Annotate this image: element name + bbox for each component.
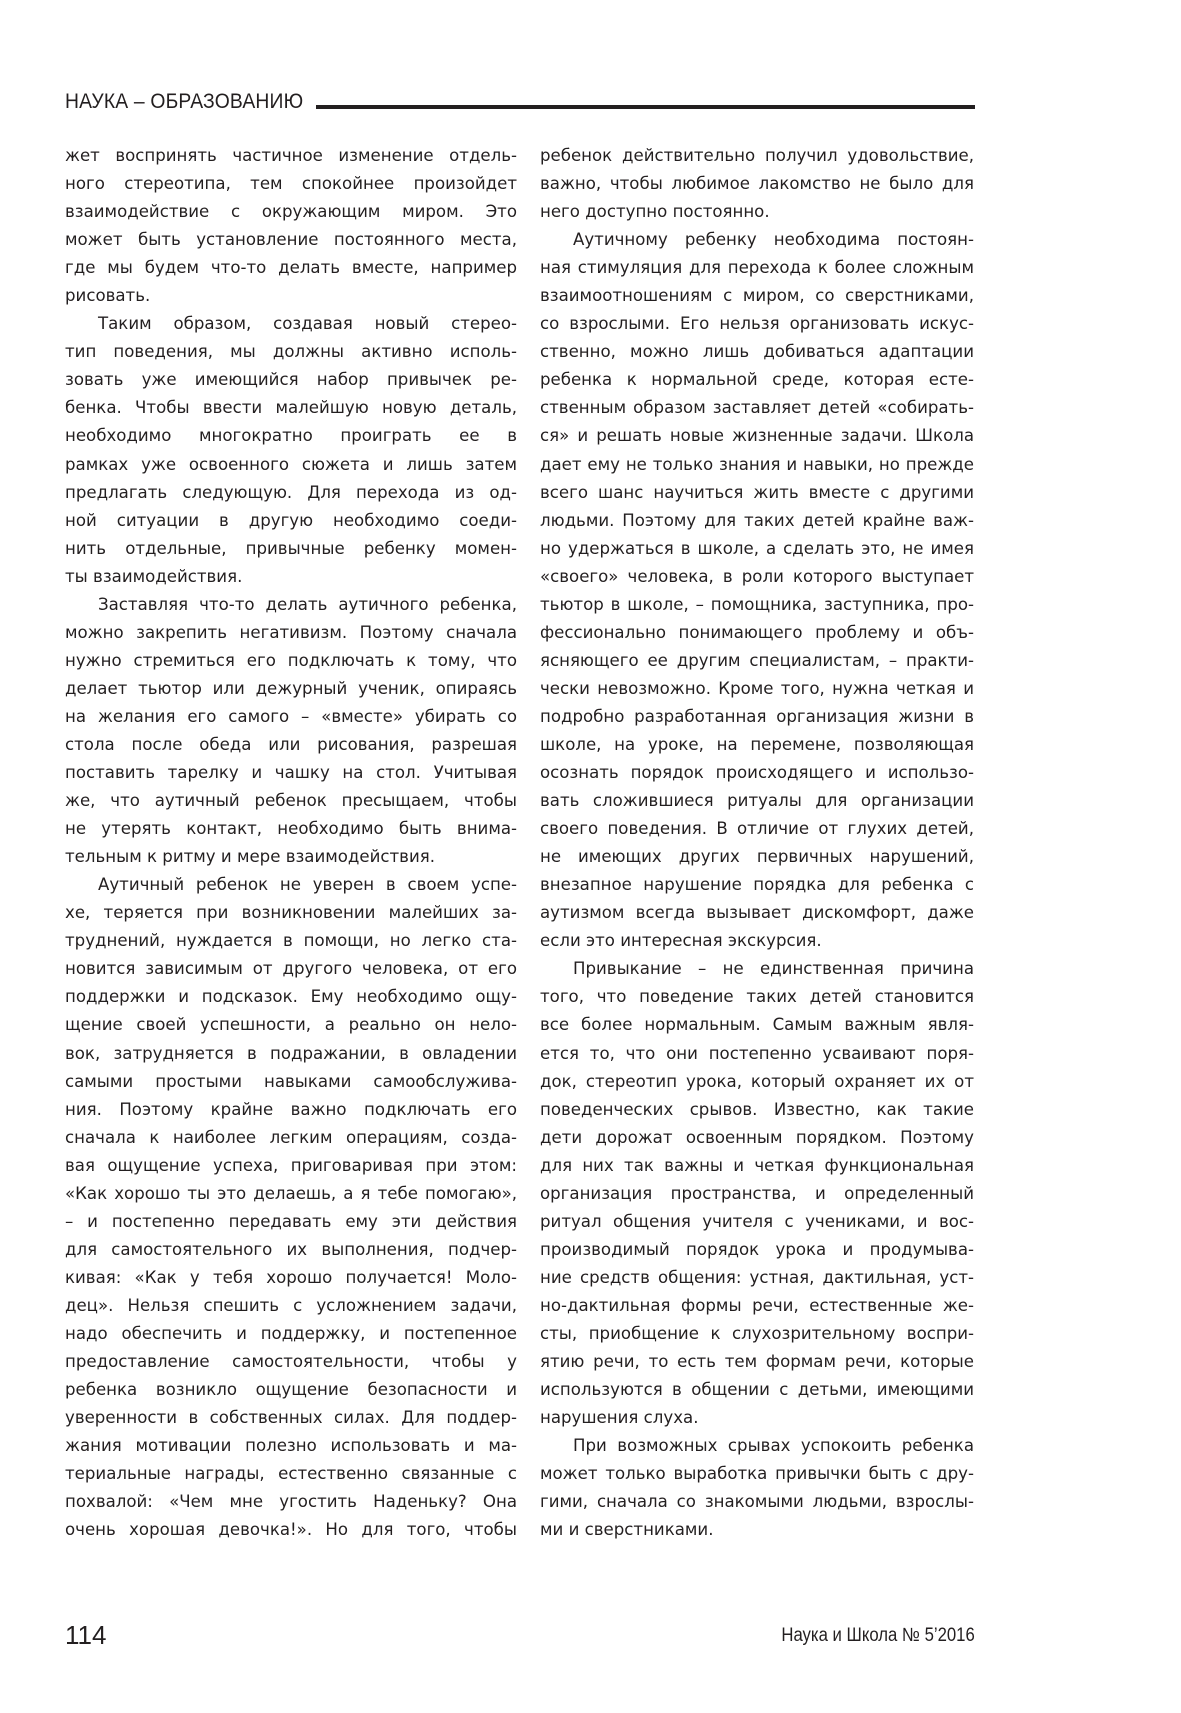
text-line: поставить тарелку и чашку на стол. Учитывая <box>65 763 517 783</box>
text-line: если это интересная экскурсия. <box>540 931 822 951</box>
text-line: тип поведения, мы должны активно исполь- <box>65 342 517 362</box>
text-line: рисовать. <box>65 286 151 306</box>
text-line: ритуал общения учителя с учениками, и вос- <box>540 1211 974 1231</box>
text-line: нарушения слуха. <box>540 1408 699 1428</box>
left-column <box>65 142 517 1544</box>
text-line: подробно разработанная организация жизни в <box>540 706 974 726</box>
text-line: него доступно постоянно. <box>540 202 770 222</box>
text-line: поведенческих срывов. Известно, как такие <box>540 1099 974 1119</box>
text-line: для самостоятельного их выполнения, подчер- <box>65 1239 517 1259</box>
text-line: ся» и решать новые жизненные задачи. Школа <box>540 426 974 446</box>
text-line: можно закрепить негативизм. Поэтому сначала <box>65 622 517 642</box>
text-line: все более нормальным. Самым важным явля- <box>540 1015 974 1035</box>
text-line: нить отдельные, привычные ребенку момен- <box>65 538 517 558</box>
text-line: ного стереотипа, тем спокойнее произойдет <box>65 174 517 194</box>
text-line: труднений, нуждается в помощи, но легко ста- <box>65 931 517 951</box>
text-line: ственным образом заставляет детей «собирать- <box>540 398 974 418</box>
text-line: похвалой: «Чем мне угостить Наденьку? Она <box>65 1492 517 1512</box>
text-line: со взрослыми. Его нельзя организовать искус- <box>540 314 974 334</box>
text-line: необходимо многократно проиграть ее в <box>65 426 517 446</box>
text-line: аутизмом всегда вызывает дискомфорт, даже <box>540 903 974 923</box>
text-line: жания мотивации полезно использовать и ма- <box>65 1436 517 1456</box>
text-line: сначала к наиболее легким операциям, созда- <box>65 1127 517 1147</box>
text-line: используются в общении с детьми, имеющими <box>540 1380 974 1400</box>
text-line: тельным к ритму и мере взаимодействия. <box>65 847 436 867</box>
paragraph-first-line: Привыкание – не единственная причина <box>573 959 974 979</box>
text-line: дает ему не только знания и навыки, но прежде <box>540 454 974 474</box>
text-line: может быть установление постоянного места, <box>65 230 517 250</box>
text-line: организация пространства, и определенный <box>540 1183 974 1203</box>
text-line: важно, чтобы любимое лакомство не было для <box>540 174 974 194</box>
text-line: «своего» человека, в роли которого выступает <box>540 566 974 586</box>
text-line: внезапное нарушение порядка для ребенка с <box>540 875 974 895</box>
text-line: не имеющих других первичных нарушений, <box>540 847 974 867</box>
text-line: своего поведения. В отличие от глухих детей, <box>540 819 974 839</box>
paragraph-first-line: Заставляя что-то делать аутичного ребенка, <box>98 594 517 614</box>
text-line: ты взаимодействия. <box>65 566 243 586</box>
text-line: ния. Поэтому крайне важно подключать его <box>65 1099 517 1119</box>
text-line: вая ощущение успеха, приговаривая при этом: <box>65 1155 517 1175</box>
right-column <box>540 142 974 1544</box>
text-line: ребенок действительно получил удовольствие, <box>540 146 974 165</box>
text-line: предлагать следующую. Для перехода из од- <box>65 482 517 502</box>
text-line: ная стимуляция для перехода к более сложным <box>540 258 974 278</box>
text-line: бенка. Чтобы ввести малейшую новую деталь, <box>65 398 517 418</box>
text-line: людьми. Поэтому для таких детей крайне важ- <box>540 510 974 530</box>
text-line: школе, на уроке, на перемене, позволяющая <box>540 734 974 754</box>
header-rule <box>316 105 975 109</box>
paragraph-first-line: Таким образом, создавая новый стерео- <box>98 314 517 334</box>
text-line: ясняющего ее другим специалистам, – практи- <box>540 650 974 670</box>
text-line: фессионально понимающего проблему и объ- <box>540 622 974 642</box>
text-line: жет воспринять частичное изменение отдель- <box>65 146 517 165</box>
text-line: ятию речи, то есть тем формам речи, которые <box>540 1352 974 1372</box>
text-line: но-дактильная формы речи, естественные же- <box>540 1295 974 1315</box>
text-line: док, стереотип урока, который охраняет их от <box>540 1071 974 1091</box>
text-line: где мы будем что-то делать вместе, например <box>65 258 517 278</box>
text-line: щение своей успешности, а реально он нело- <box>65 1015 517 1035</box>
text-line: ется то, что они постепенно усваивают поря- <box>540 1043 974 1063</box>
paragraph-first-line: Аутичному ребенку необходима постоян- <box>573 230 974 250</box>
page-number: 114 <box>65 1620 107 1650</box>
text-line: рамках уже освоенного сюжета и лишь затем <box>65 454 517 474</box>
text-line: тьютор в школе, – помощника, заступника, про- <box>540 594 974 614</box>
text-line: вок, затрудняется в подражании, в овладении <box>65 1043 517 1063</box>
text-line: очень хорошая девочка!». Но для того, чтобы <box>65 1520 517 1540</box>
text-line: зовать уже имеющийся набор привычек ре- <box>65 370 517 390</box>
text-line: хе, теряется при возникновении малейших за- <box>65 903 517 923</box>
text-line: делает тьютор или дежурный ученик, опираясь <box>65 678 517 698</box>
text-line: производимый порядок урока и продумыва- <box>540 1239 974 1259</box>
text-line: дети дорожат освоенным порядком. Поэтому <box>540 1127 974 1147</box>
text-line: осознать порядок происходящего и использо- <box>540 763 974 783</box>
text-line: но удержаться в школе, а сделать это, не имея <box>540 538 974 558</box>
text-line: новится зависимым от другого человека, от его <box>65 959 517 979</box>
text-line: для них так важны и четкая функциональная <box>540 1155 974 1175</box>
text-line: может только выработка привычки быть с дру- <box>540 1464 974 1484</box>
paragraph-first-line: Аутичный ребенок не уверен в своем успе- <box>98 875 517 895</box>
text-line: всего шанс научиться жить вместе с другими <box>540 482 974 502</box>
text-line: вать сложившиеся ритуалы для организации <box>540 791 974 811</box>
text-line: дец». Нельзя спешить с усложнением задачи, <box>65 1295 517 1315</box>
text-line: самыми простыми навыками самообслужива- <box>65 1071 517 1091</box>
text-line: – и постепенно передавать ему эти действия <box>65 1211 517 1231</box>
running-header <box>65 88 975 112</box>
section-title: НАУКА – ОБРАЗОВАНИЮ <box>65 90 304 113</box>
text-line: ной ситуации в другую необходимо соеди- <box>65 510 517 530</box>
text-line: взаимоотношениям с миром, со сверстниками, <box>540 286 974 306</box>
text-line: кивая: «Как у тебя хорошо получается! Моло- <box>65 1267 517 1287</box>
text-line: «Как хорошо ты это делаешь, а я тебе помогаю», <box>65 1183 517 1203</box>
text-line: взаимодействие с окружающим миром. Это <box>65 202 517 222</box>
text-line: сты, приобщение к слухозрительному воспри- <box>540 1323 974 1343</box>
text-line: ребенка к нормальной среде, которая есте- <box>540 370 974 390</box>
text-line: того, что поведение таких детей становится <box>540 987 974 1007</box>
text-line: ние средств общения: устная, дактильная, уст- <box>540 1267 974 1287</box>
paragraph-first-line: При возможных срывах успокоить ребенка <box>573 1436 974 1456</box>
text-line: не утерять контакт, необходимо быть внима- <box>65 819 517 839</box>
text-line: стола после обеда или рисования, разрешая <box>65 734 517 754</box>
text-line: поддержки и подсказок. Ему необходимо ощу- <box>65 987 517 1007</box>
text-line: предоставление самостоятельности, чтобы у <box>65 1352 517 1372</box>
text-line: ственно, можно лишь добиваться адаптации <box>540 342 974 362</box>
text-line: же, что аутичный ребенок пресыщаем, чтобы <box>65 791 517 811</box>
text-line: нужно стремиться его подключать к тому, что <box>65 650 517 670</box>
text-line: чески невозможно. Кроме того, нужна четкая и <box>540 678 974 698</box>
text-line: на желания его самого – «вместе» убирать со <box>65 706 517 726</box>
text-line: надо обеспечить и поддержку, и постепенное <box>65 1323 517 1343</box>
text-line: ребенка возникло ощущение безопасности и <box>65 1380 517 1400</box>
text-line: уверенности в собственных силах. Для поддер- <box>65 1408 517 1428</box>
text-line: ми и сверстниками. <box>540 1520 714 1540</box>
journal-issue: Наука и Школа № 5’2016 <box>781 1625 975 1646</box>
text-line: гими, сначала со знакомыми людьми, взрослы- <box>540 1492 974 1512</box>
text-line: териальные награды, естественно связанные с <box>65 1464 517 1484</box>
